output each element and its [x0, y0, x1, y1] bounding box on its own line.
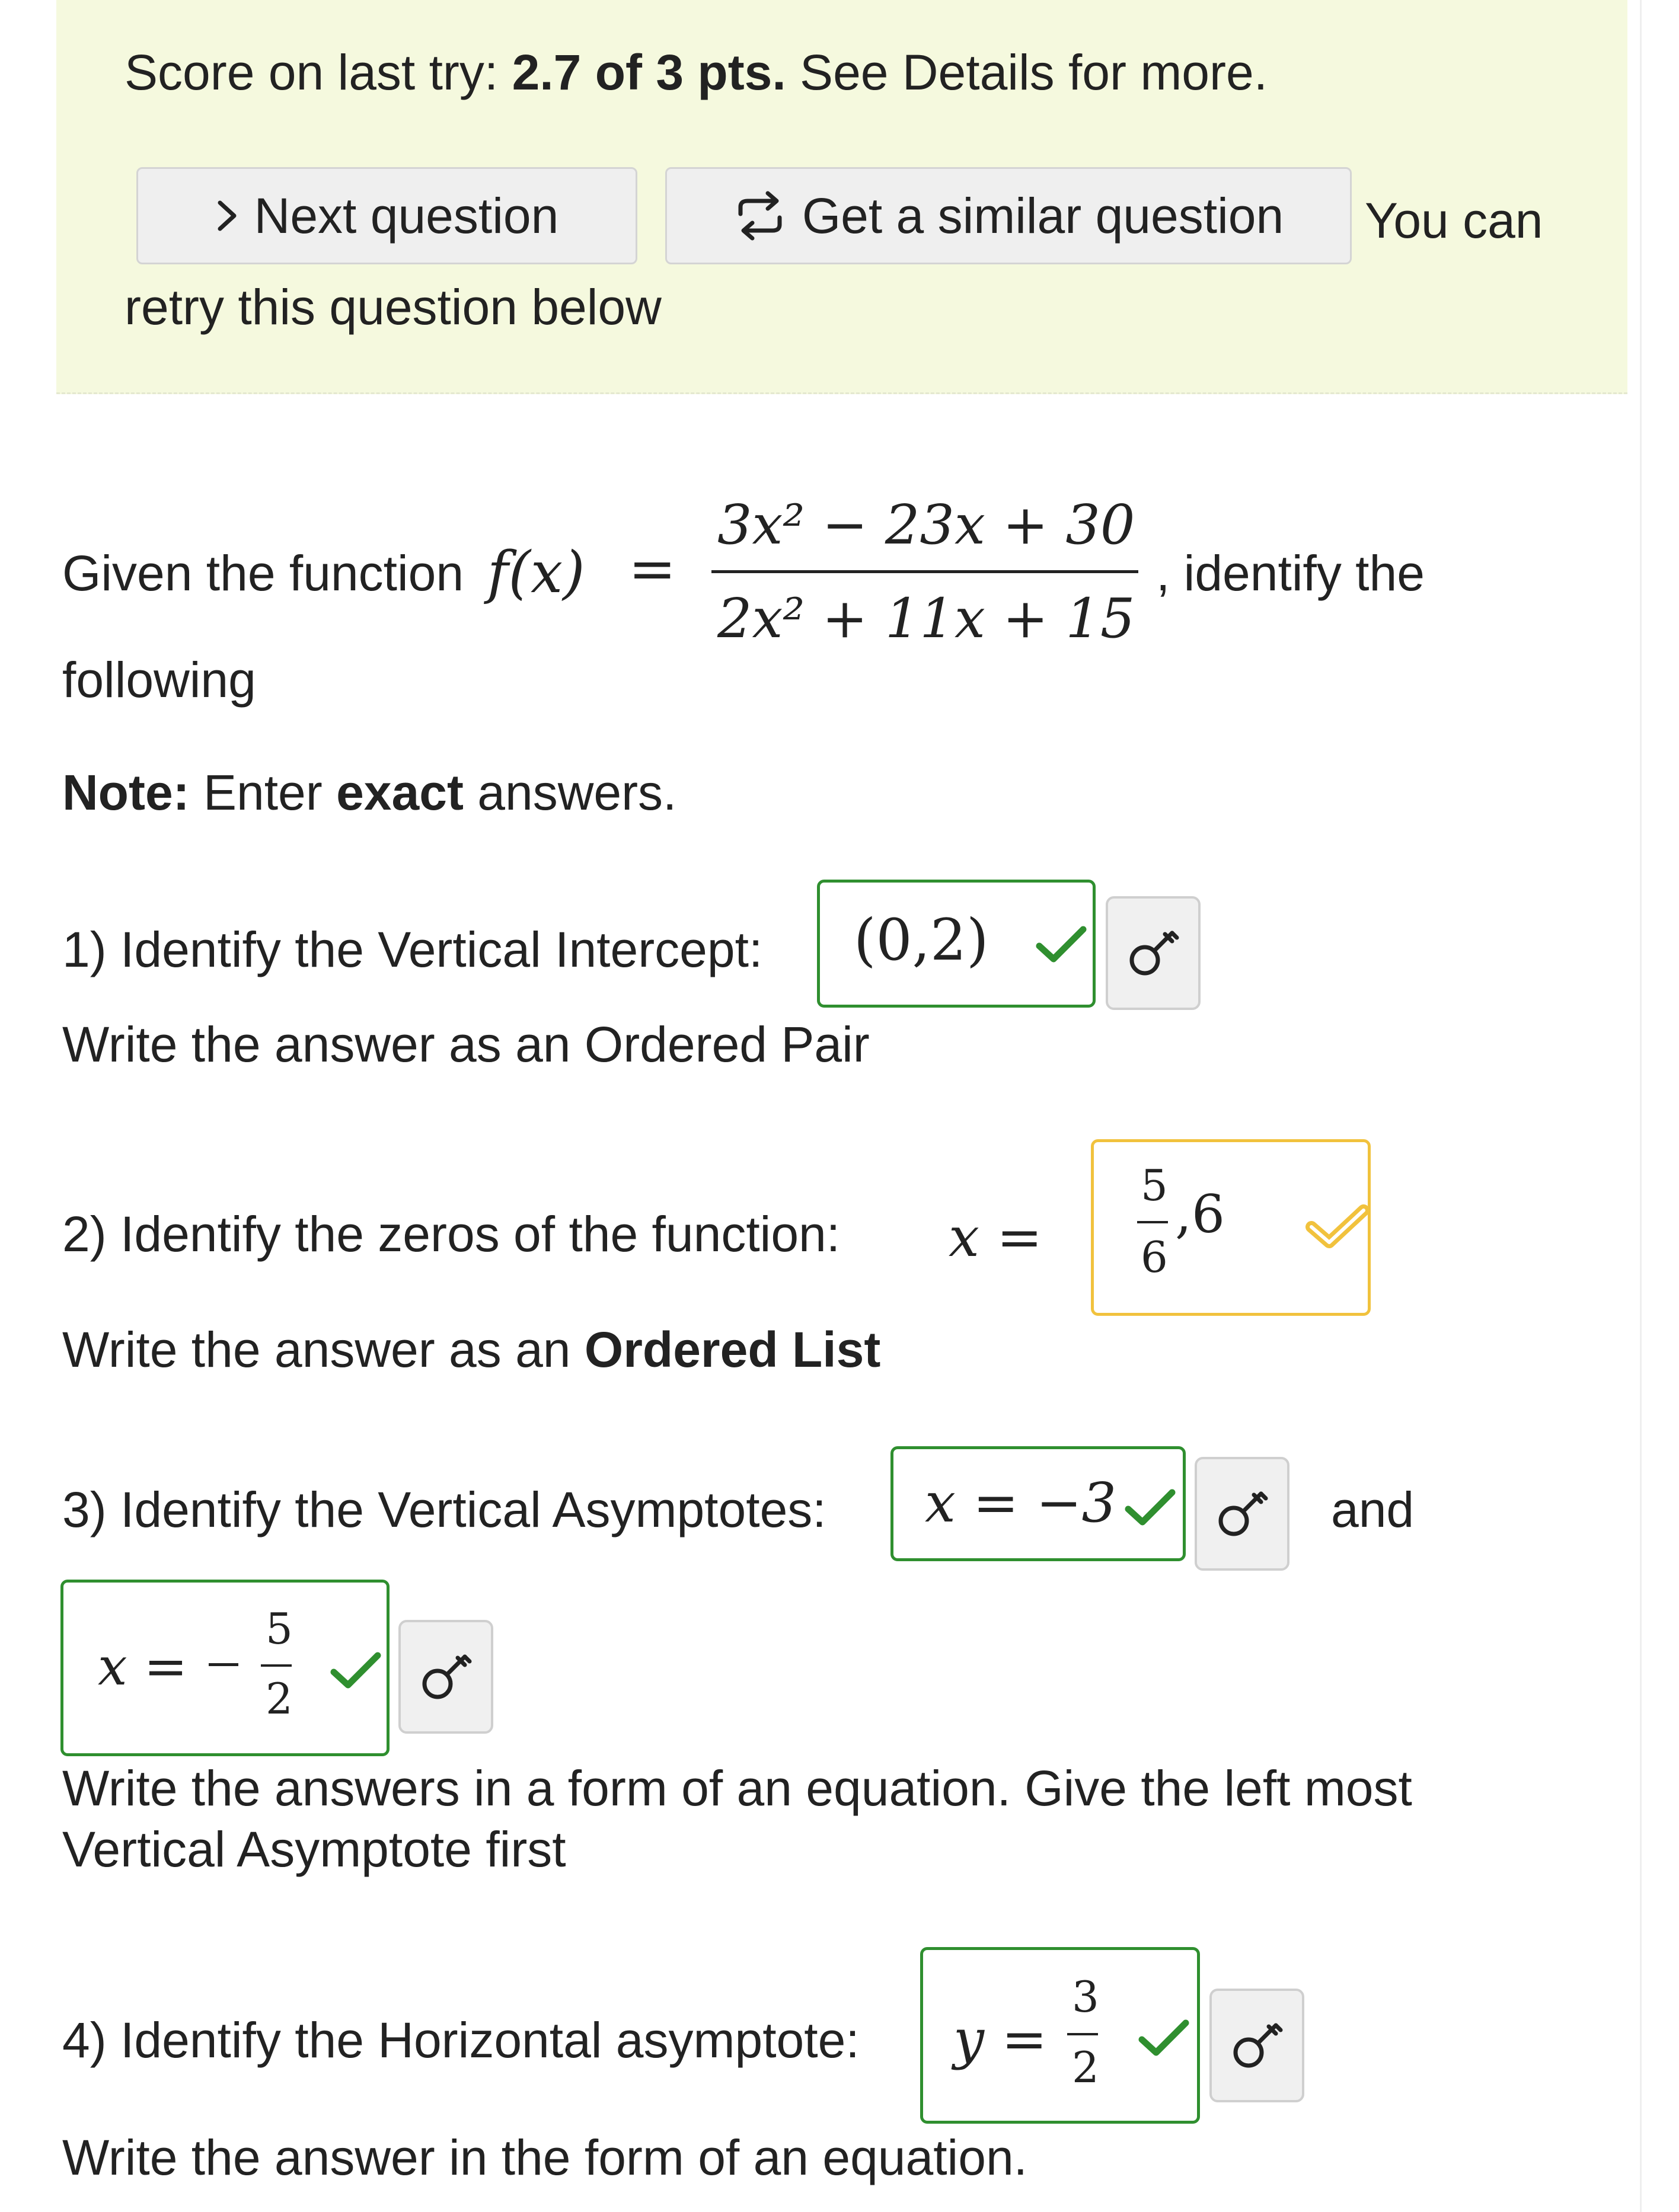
q4-instruction: Write the answer in the form of an equation.: [62, 2130, 1027, 2185]
q4-key-button[interactable]: [1209, 1989, 1304, 2102]
checkmark-icon: [1137, 2018, 1190, 2060]
q3-and-text: and: [1331, 1482, 1415, 1537]
identify-text: , identify the: [1156, 545, 1425, 601]
refresh-arrows-icon: [733, 190, 787, 241]
q3-minus-sign: [209, 1663, 238, 1666]
q2-answer-rest: ,6: [1175, 1184, 1225, 1245]
note-label: Note:: [62, 765, 190, 820]
note-text: [62, 765, 677, 820]
q2-fraction-bar: [1137, 1221, 1168, 1223]
q2-instruction-pre: Write the answer as an: [62, 1322, 585, 1377]
q4-label: 4) Identify the Horizontal asymptote:: [62, 2012, 860, 2068]
note-end: answers.: [463, 765, 677, 820]
q1-label: 1) Identify the Vertical Intercept:: [62, 922, 763, 977]
q2-instruction: [62, 1322, 881, 1377]
function-name: f(x): [487, 539, 585, 606]
key-icon: [1227, 2016, 1287, 2075]
q2-answer-denominator: 6: [1141, 1232, 1168, 1282]
key-icon: [1212, 1484, 1272, 1543]
equals-sign: =: [628, 536, 676, 602]
fraction-numerator: 3x² − 23x + 30: [717, 493, 1135, 557]
q2-label: 2) Identify the zeros of the function:: [62, 1206, 841, 1262]
next-question-label: Next question: [254, 187, 559, 244]
q1-answer-value: (0,2): [854, 907, 989, 973]
q4-answer-numerator: 3: [1072, 1972, 1099, 2022]
q4-answer-lhs: y =: [953, 2008, 1048, 2071]
q3-answer-2-numerator: 5: [266, 1604, 293, 1654]
following-text: following: [62, 652, 256, 708]
next-question-button[interactable]: [136, 167, 637, 264]
q2-answer-numerator: 5: [1141, 1161, 1168, 1210]
score-text: [125, 44, 1268, 100]
given-label: Given the function: [62, 545, 464, 601]
q3-key-button-2[interactable]: [398, 1620, 493, 1734]
q2-lhs: x =: [949, 1206, 1043, 1269]
page-edge-divider: [1640, 0, 1642, 2212]
key-icon: [416, 1647, 475, 1706]
retry-text-1: You can: [1365, 193, 1543, 248]
score-suffix: See Details for more.: [786, 44, 1268, 100]
q3-instruction-1: Write the answers in a form of an equation. Give the left most: [62, 1760, 1412, 1816]
q3-key-button-1[interactable]: [1195, 1457, 1289, 1571]
q1-key-button[interactable]: [1106, 896, 1201, 1010]
q4-fraction-bar: [1067, 2033, 1098, 2035]
similar-question-button[interactable]: [665, 167, 1352, 264]
fraction-bar: [711, 570, 1138, 573]
q3-answer-1: x = −3: [925, 1471, 1117, 1535]
chevron-right-icon: [215, 198, 239, 234]
checkmark-icon: [329, 1651, 382, 1692]
q4-answer-denominator: 2: [1072, 2042, 1099, 2092]
score-prefix: Score on last try:: [125, 44, 512, 100]
key-icon: [1123, 923, 1183, 983]
checkmark-icon: [1123, 1488, 1177, 1529]
q3-instruction-2: Vertical Asymptote first: [62, 1821, 566, 1877]
q2-instruction-bold: Ordered List: [584, 1322, 881, 1377]
partial-checkmark-icon: [1304, 1203, 1371, 1251]
q3-fraction-bar: [261, 1664, 292, 1667]
checkmark-icon: [1035, 925, 1088, 966]
note-mid: Enter: [189, 765, 337, 820]
q3-answer-2-lhs: x =: [98, 1636, 188, 1697]
similar-question-label: Get a similar question: [802, 187, 1284, 244]
score-value: 2.7 of 3 pts.: [512, 44, 786, 100]
q3-label: 3) Identify the Vertical Asymptotes:: [62, 1482, 826, 1537]
q3-answer-2-denominator: 2: [266, 1674, 293, 1724]
fraction-denominator: 2x² + 11x + 15: [717, 587, 1135, 650]
note-exact: exact: [336, 765, 464, 820]
retry-text-2: retry this question below: [125, 279, 662, 335]
q1-instruction: Write the answer as an Ordered Pair: [62, 1017, 870, 1072]
